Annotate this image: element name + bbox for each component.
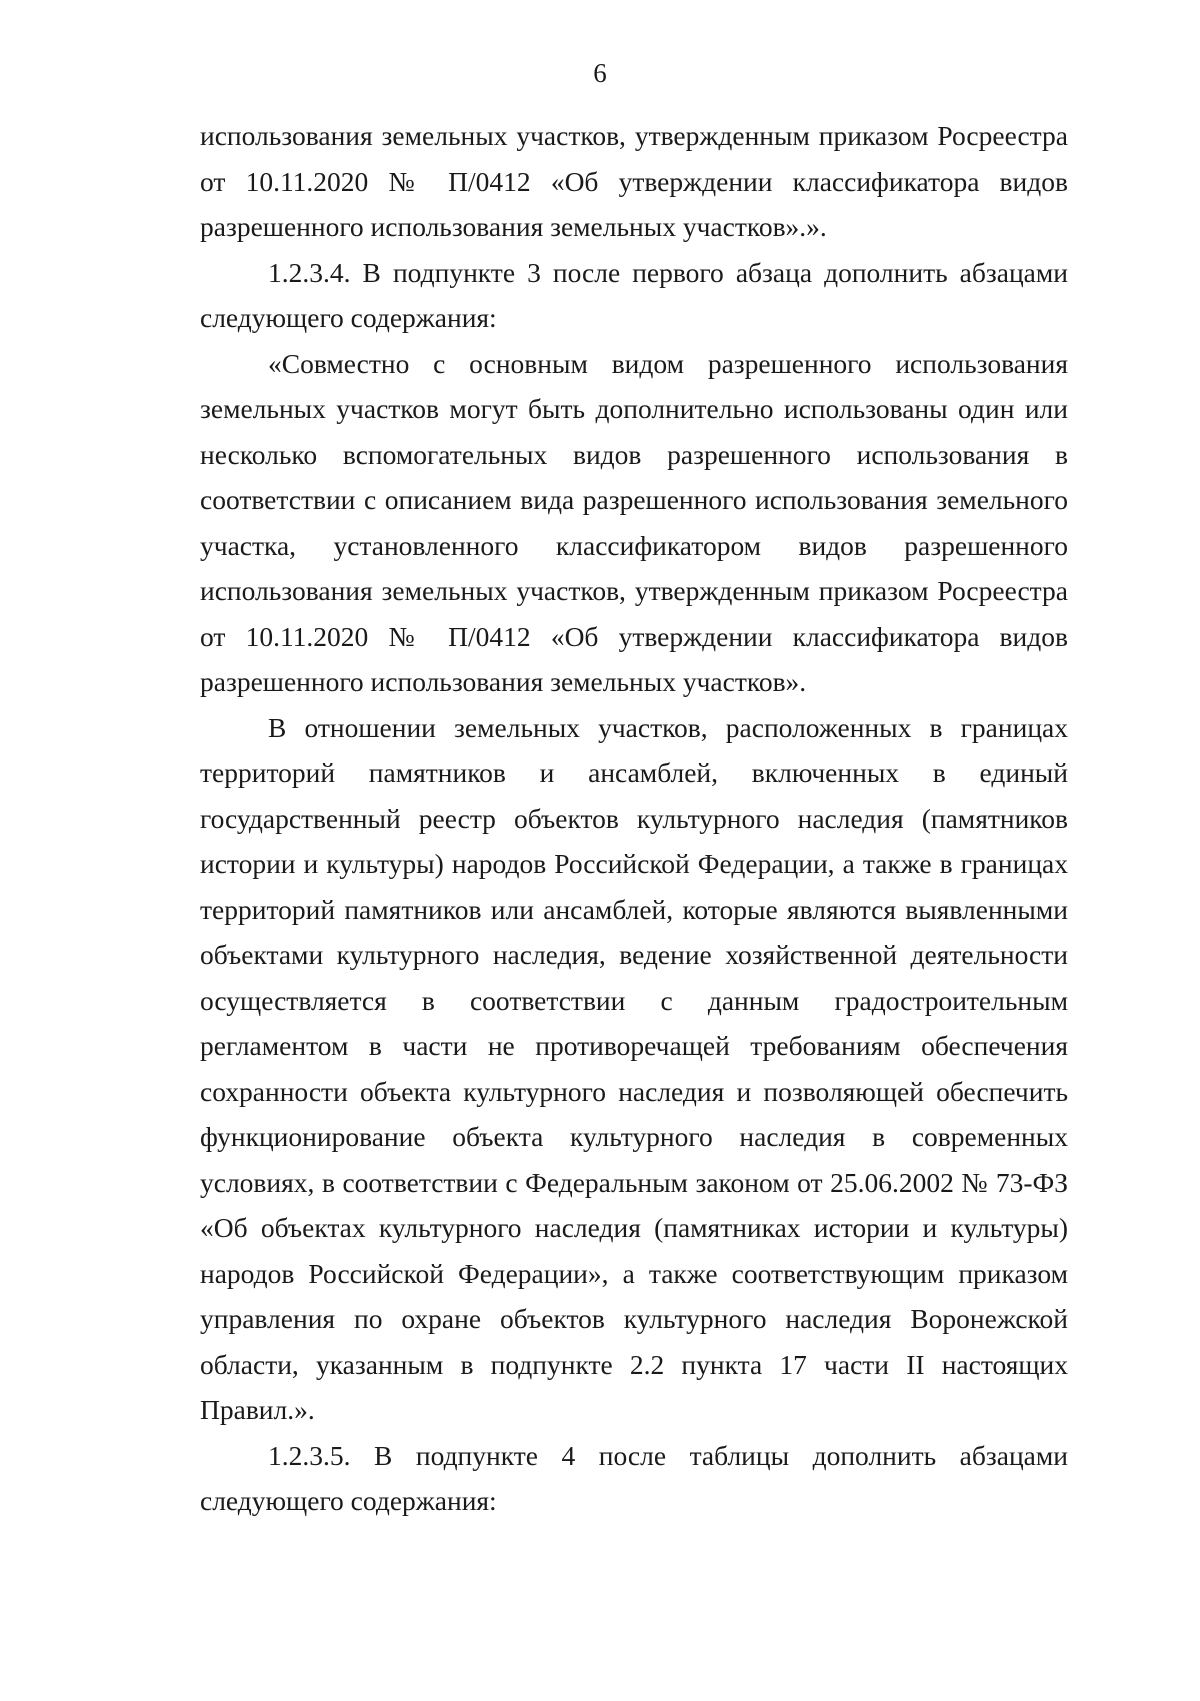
paragraph-quote-cultural-heritage: В отношении земельных участков, расположенных в границах территорий памятников и ансамблей, включенных в единый государственный реестр объектов культурного наследия (памятников истории и культуры) народов Российской Федерации, а также в границах территорий памятников или ансамблей, которые являются выявленными объектами культурного наследия, ведение хозяйственной деятельности осуществляется в соответствии с данным градостроительным регламентом в части не противоречащей требованиям обеспечения сохранности объекта культурного наследия и позволяющей обеспечить функционирование объекта культурного наследия в современных условиях, в соответствии с Федеральным законом от 25.06.2002 № 73-ФЗ «Об объектах культурного наследия (памятниках истории и культуры) народов Российской Федерации», а также соответствующим приказом управления по охране объектов культурного наследия Воронежской области, указанным в подпункте 2.2 пункта 17 части II настоящих Правил.». bbox=[200, 711, 1068, 1425]
paragraph-quote-joint-use: «Совместно с основным видом разрешенного использования земельных участков могут быть дополнительно использованы один или несколько вспомогательных видов разрешенного использования в соответствии с описанием вида разрешенного использования земельного участка, установленного классификатором видов разрешенного использования земельных участков, утвержденным приказом Росреестра от 10.11.2020 № П/0412 «Об утверждении классификатора видов разрешенного использования земельных участков». bbox=[200, 347, 1068, 697]
document-body bbox=[200, 113, 1068, 1524]
paragraph-1-2-3-5: 1.2.3.5. В подпункте 4 после таблицы дополнить абзацами следующего содержания: bbox=[200, 1439, 1068, 1516]
paragraph-1-2-3-4: 1.2.3.4. В подпункте 3 после первого абзаца дополнить абзацами следующего содержания: bbox=[200, 256, 1068, 333]
paragraph-continuation: использования земельных участков, утвержденным приказом Росреестра от 10.11.2020 № П/0412 «Об утверждении классификатора видов разрешенного использования земельных участков».». bbox=[200, 120, 1068, 242]
page-number: 6 bbox=[593, 58, 607, 88]
